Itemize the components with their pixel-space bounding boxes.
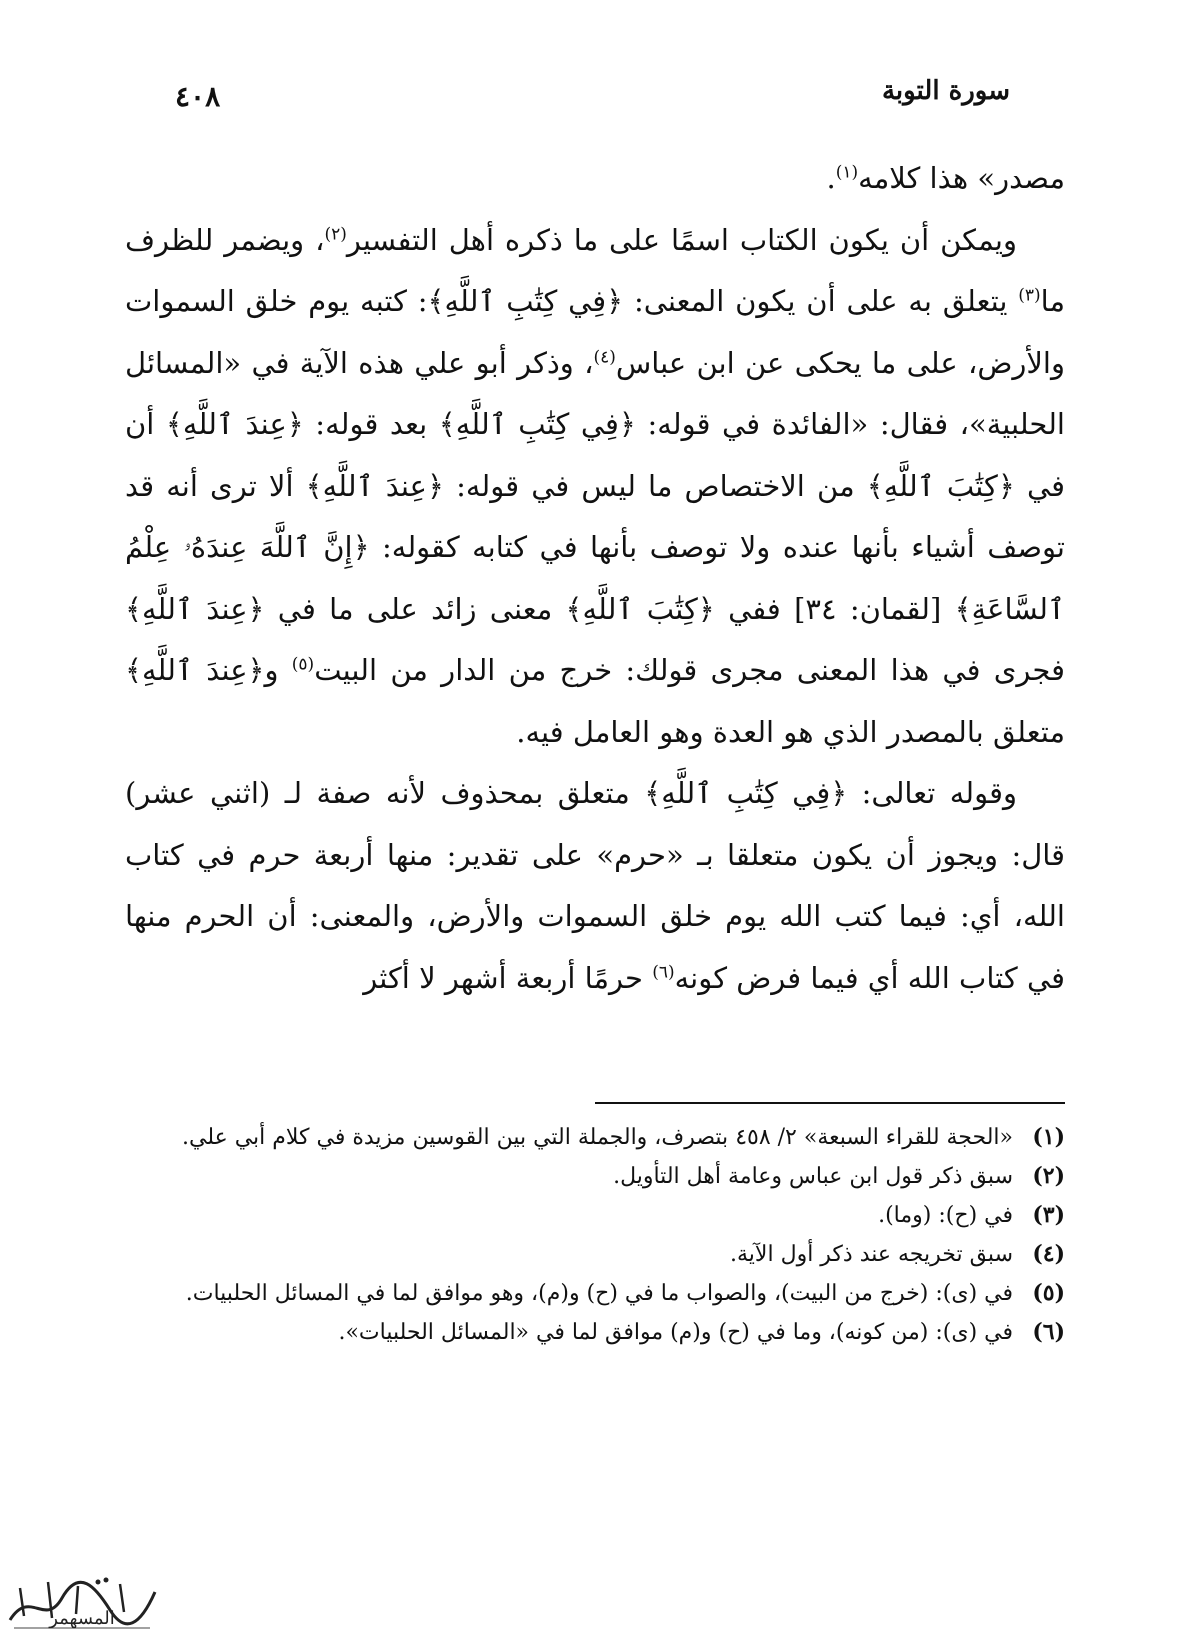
footnote-ref: (٤) [593,346,616,367]
footnote-number: (٤) [1032,1241,1065,1267]
footnote-ref: (٣) [1018,285,1041,306]
footnotes-section [125,1118,1065,1352]
calligraphy-logo-icon [0,1568,165,1638]
paragraph-text: مصدر» هذا كلامه [858,161,1065,195]
footnote-item [125,1118,1065,1157]
logo-text: المسهمر [49,1608,115,1629]
footnote-text: في (ى): (من كونه)، وما في (ح) و(م) موافق لما في «المسائل الحلبيات». [338,1320,1013,1345]
footnote-item [125,1313,1065,1352]
paragraph-text: وقوله تعالى: ﴿فِي كِتَٰبِ ٱللَّهِ﴾ متعلق بمحذوف لأنه صفة لـ (اثني عشر) قال: ويجوز أن يكون متعلقا بـ «حرم» على تقدير: منها أربعة حرم في كتاب الله، أي: فيما كتب الله يوم خلق السموات والأرض، والمعنى: أن الحرم منها في كتاب الله أي فيما فرض كونه [125,776,1065,995]
footnote-item [125,1235,1065,1274]
footnote-text: في (ح): (وما). [878,1203,1013,1228]
footnote-text: «الحجة للقراء السبعة» ٢/ ٤٥٨ بتصرف، والجملة التي بين القوسين مزيدة في كلام أبي علي. [181,1125,1013,1150]
paragraph-text: و﴿عِندَ ٱللَّهِ﴾ متعلق بالمصدر الذي هو العدة وهو العامل فيه. [125,653,1065,749]
main-text [125,148,1065,1009]
logo-mark [0,1568,165,1638]
page-number: ٤٠٨ [175,80,221,113]
footnote-text: سبق تخريجه عند ذكر أول الآية. [730,1242,1013,1267]
footnote-ref: (١) [835,162,859,183]
paragraph-2 [125,210,1065,764]
footnote-item [125,1157,1065,1196]
footnote-number: (١) [1032,1124,1065,1150]
footnote-ref: (٦) [652,961,675,982]
paragraph-text: يتعلق به على أن يكون المعنى: ﴿فِي كِتَٰبِ ٱللَّهِ﴾: كتبه يوم خلق السموات والأرض، على ما يحكى عن ابن عباس [125,284,1065,380]
footnote-ref: (٥) [291,654,315,675]
paragraph-text: حرمًا أربعة أشهر لا أكثر [363,960,653,995]
footnote-number: (٥) [1032,1280,1065,1306]
paragraph-1 [125,148,1065,210]
footnote-divider [595,1102,1065,1104]
running-header [175,76,1010,120]
paragraph-3 [125,763,1065,1009]
footnote-text: في (ى): (خرج من البيت)، والصواب ما في (ح) و(م)، وهو موافق لما في المسائل الحلبيات. [185,1281,1013,1306]
paragraph-text: . [826,161,836,195]
footnote-text: سبق ذكر قول ابن عباس وعامة أهل التأويل. [613,1164,1013,1189]
paragraph-text: ويمكن أن يكون الكتاب اسمًا على ما ذكره أهل التفسير [346,222,1018,257]
footnote-number: (٢) [1032,1163,1065,1189]
surah-title: سورة التوبة [881,76,1010,106]
footnote-item [125,1274,1065,1313]
paragraph-text: ، وذكر أبو علي هذه الآية في «المسائل الحلبية»، فقال: «الفائدة في قوله: ﴿فِي كِتَٰبِ ٱللَّهِ﴾ بعد قوله: ﴿عِندَ ٱللَّهِ﴾ أن في ﴿كِتَٰبَ ٱللَّهِ﴾ من الاختصاص ما ليس في قوله: ﴿عِندَ ٱللَّهِ﴾ ألا ترى أنه قد توصف أشياء بأنها عنده ولا توصف بأنها في كتابه كقوله: ﴿إِنَّ ٱللَّهَ عِندَهُۥ عِلْمُ ٱلسَّاعَةِ﴾ [لقمان: ٣٤] ففي ﴿كِتَٰبَ ٱللَّهِ﴾ معنى زائد على ما في ﴿عِندَ ٱللَّهِ﴾ فجرى في هذا المعنى مجرى قولك: خرج من الدار من البيت [125,345,1066,687]
paragraph-text: ، ويضمر للظرف ما [125,222,1065,318]
footnote-item [125,1196,1065,1235]
footnote-ref: (٢) [324,223,347,244]
footnote-number: (٣) [1032,1202,1065,1228]
footnote-number: (٦) [1032,1319,1065,1345]
